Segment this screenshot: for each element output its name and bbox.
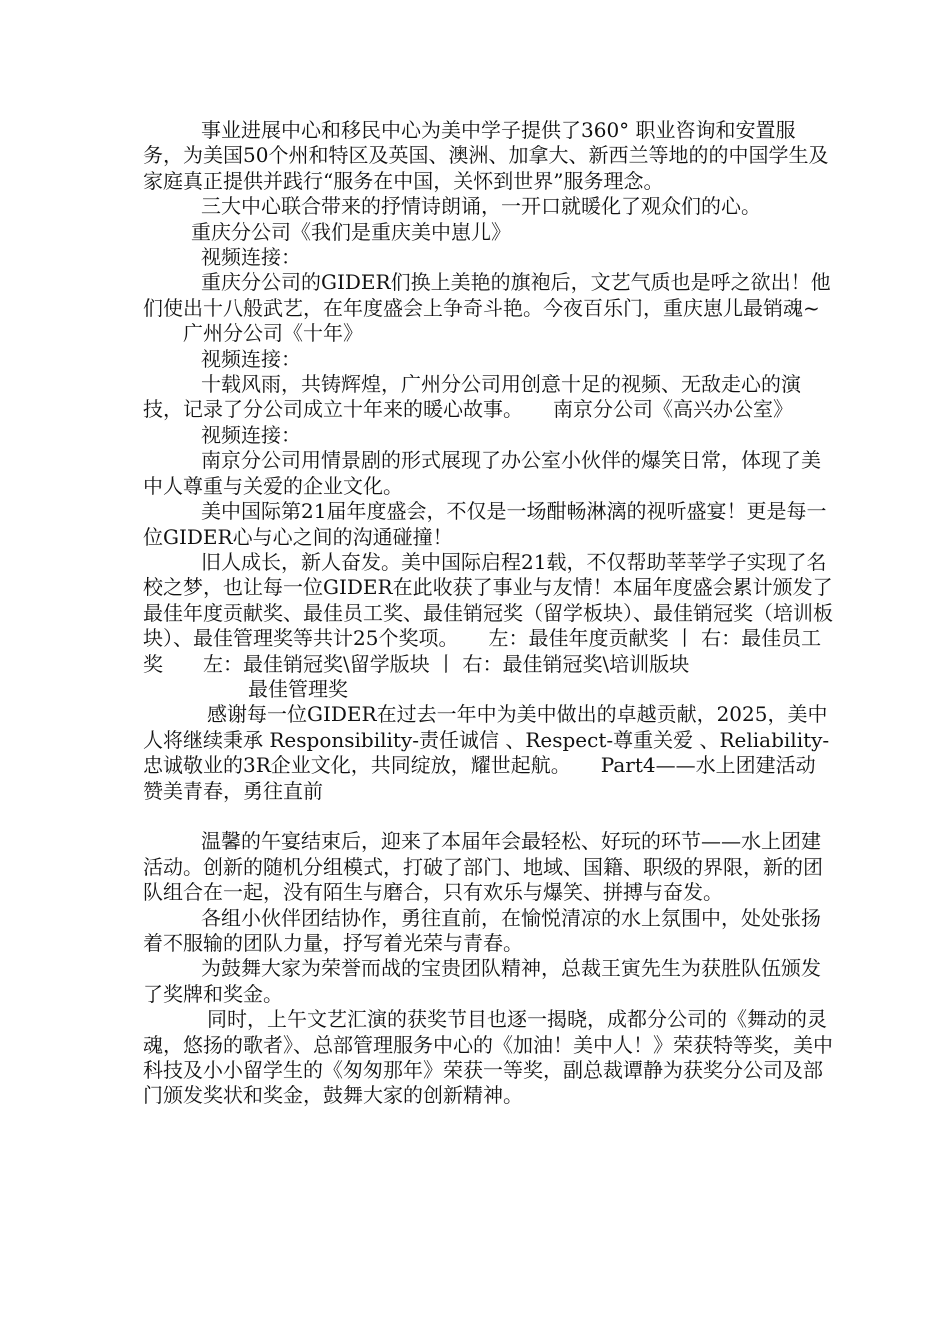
- paragraph: 三大中心联合带来的抒情诗朗诵，一开口就暖化了观众们的心。: [201, 194, 761, 219]
- paragraph: 美中国际第21届年度盛会，不仅是一场酣畅淋漓的视听盛宴！更是每一位GIDER心与心之间的沟通碰撞！: [143, 499, 827, 549]
- paragraph: 重庆分公司《我们是重庆美中崽儿》: [191, 219, 511, 244]
- paragraph: 视频连接：: [201, 245, 301, 270]
- paragraph: 最佳管理奖: [248, 676, 348, 701]
- paragraph: 事业进展中心和移民中心为美中学子提供了360° 职业咨询和安置服务，为美国50个州和特区及英国、澳洲、加拿大、新西兰等地的的中国学生及家庭真正提供并践行“服务在中国，关怀到世界”服务理念。: [143, 118, 829, 193]
- paragraph: 感谢每一位GIDER在过去一年中为美中做出的卓越贡献，2025，美中人将继续秉承 Responsibility-责任诚信 、Respect-尊重关爱 、Reliability-忠诚敬业的3R企业文化，共同绽放，耀世起航。 Part4——水上团建活动 赞美青春，勇往直前: [143, 702, 856, 803]
- paragraph: 为鼓舞大家为荣誉而战的宝贵团队精神，总裁王寅先生为获胜队伍颁发了奖牌和奖金。: [143, 956, 821, 1006]
- paragraph: 旧人成长，新人奋发。美中国际启程21载，不仅帮助莘莘学子实现了名校之梦，也让每一位GIDER在此收获了事业与友情！本届年度盛会累计颁发了最佳年度贡献奖、最佳员工奖、最佳销冠奖（留学板块）、最佳销冠奖（培训板块）、最佳管理奖等共计25个奖项。 左：最佳年度贡献奖 丨 右：最佳员工奖 左：最佳销冠奖\留学版块 丨 右：最佳销冠奖\培训版块: [143, 549, 833, 676]
- paragraph: 各组小伙伴团结协作，勇往直前，在愉悦清凉的水上氛围中，处处张扬着不服输的团队力量，抒写着光荣与青春。: [143, 905, 821, 955]
- paragraph: 视频连接：: [201, 422, 301, 447]
- document-body: [143, 118, 856, 1109]
- paragraph: 南京分公司用情景剧的形式展现了办公室小伙伴的爆笑日常，体现了美中人尊重与关爱的企业文化。: [143, 448, 821, 498]
- paragraph: 温馨的午宴结束后，迎来了本届年会最轻松、好玩的环节——水上团建活动。创新的随机分组模式，打破了部门、地域、国籍、职级的界限，新的团队组合在一起，没有陌生与磨合，只有欢乐与爆笑、拼搏与奋发。: [143, 829, 823, 905]
- paragraph: 重庆分公司的GIDER们换上美艳的旗袍后，文艺气质也是呼之欲出！他们使出十八般武艺，在年度盛会上争奇斗艳。今夜百乐门，重庆崽儿最销魂~ 广州分公司《十年》: [143, 270, 831, 346]
- paragraph: 十载风雨，共铸辉煌，广州分公司用创意十足的视频、无敌走心的演技，记录了分公司成立十年来的暖心故事。 南京分公司《高兴办公室》: [143, 372, 801, 422]
- paragraph: 视频连接：: [201, 346, 301, 371]
- blank-line: [143, 804, 833, 829]
- paragraph: 同时，上午文艺汇演的获奖节目也逐一揭晓，成都分公司的《舞动的灵魂，悠扬的歌者》、总部管理服务中心的《加油！美中人！》荣获特等奖，美中科技及小小留学生的《匆匆那年》荣获一等奖，副总裁谭静为获奖分公司及部门颁发奖状和奖金，鼓舞大家的创新精神。: [143, 1007, 833, 1108]
